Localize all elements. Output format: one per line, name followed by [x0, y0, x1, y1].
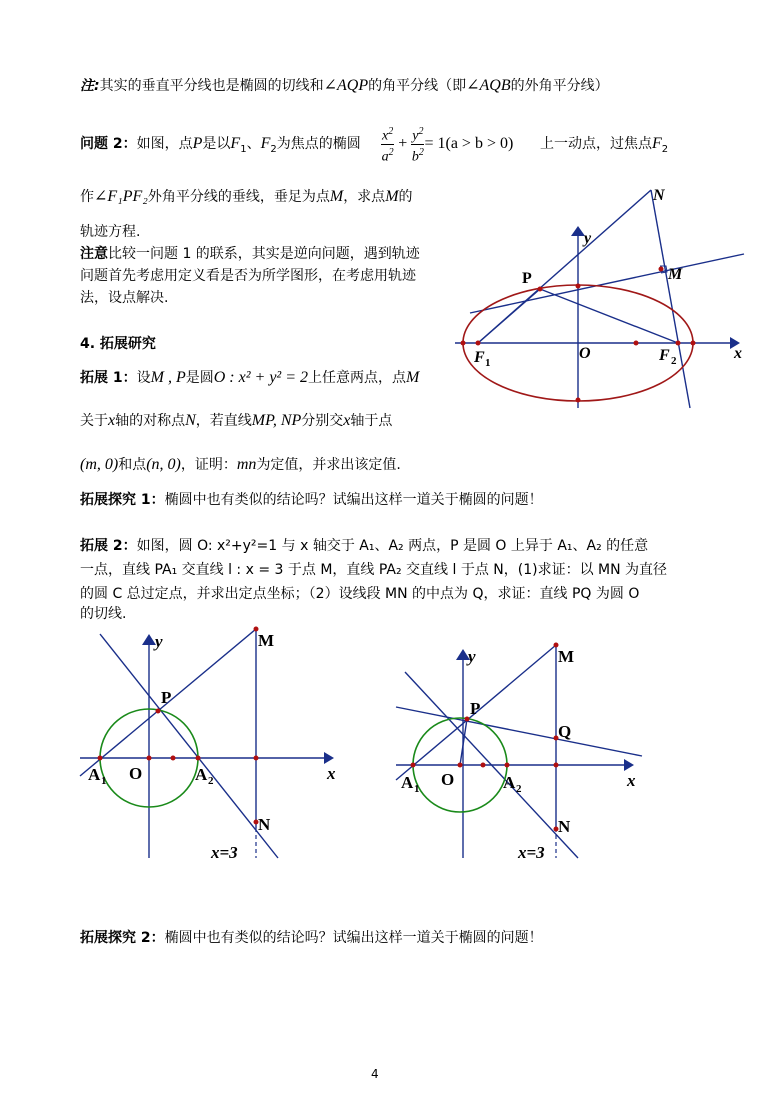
label-m: M [668, 266, 683, 283]
c2-label-a2-sub: 2 [516, 783, 522, 795]
c1-label-a1-sub: 1 [101, 775, 107, 787]
c1-label-line: x=3 [211, 843, 238, 862]
ext1-x2: x [343, 412, 351, 429]
c1-label-a2: A [195, 765, 208, 784]
c1-label-m: M [258, 631, 275, 650]
ext1-l2-b: 轴的对称点 [115, 413, 186, 429]
c1-label-n: N [258, 815, 271, 834]
p2-focus-f2: F [260, 135, 271, 152]
c1-label-p: P [161, 688, 172, 707]
ext1-circle: O : x² + y² = 2 [213, 369, 309, 386]
attention-text-1: 比较一问题 1 的联系，其实是逆向问题，遇到轨迹 [108, 246, 420, 262]
ext1-l2-a: 关于 [80, 413, 108, 429]
ext2-line4: 的切线. [80, 606, 127, 622]
attention-line2: 问题首先考虑用定义看是否为所学图形，在考虑用轨迹 [80, 268, 416, 284]
note-text-c: 的外角平分线） [510, 78, 609, 94]
c2-dot-a2 [505, 763, 510, 768]
frac-x2-a2: $\frac{x^2}{a^2}$ [381, 126, 394, 165]
label-f1-sub: 1 [485, 357, 491, 369]
ext2-text-1: 如图，圆 O: x²+y²=1 与 x 轴交于 A₁、A₂ 两点，P 是圆 O 上异于 A₁、A₂ 的任意 [136, 538, 649, 554]
p2-focus-f2b: F [652, 135, 662, 152]
ext1-m: M [406, 369, 420, 386]
ext1-text-a: 设 [136, 370, 151, 386]
ext1-n: N [185, 412, 196, 429]
c2-label-a1-sub: 1 [414, 783, 420, 795]
ext2-label: 拓展 2： [80, 538, 137, 554]
c2-label-a2: A [503, 773, 516, 792]
c2-dot-l-axis [554, 763, 559, 768]
ext1-lines: MP, NP [251, 412, 302, 429]
note-angle-aqp: ∠AQP [323, 77, 369, 94]
ext1-pt2: (n, 0) [146, 456, 181, 473]
label-x: x [734, 345, 742, 362]
p2-point-m2: M [385, 188, 399, 205]
ext1-l2-d: 分别交 [301, 413, 344, 429]
p2-angle: ∠F₁PF₂ [94, 188, 148, 205]
explore1-label: 拓展探究 1： [80, 492, 165, 508]
c2-label-a1: A [401, 773, 414, 792]
ext1-mp: M , P [150, 369, 186, 386]
label-n: N [653, 187, 665, 204]
c2-label-q: Q [558, 722, 572, 741]
problem2-label: 问题 2： [80, 136, 137, 152]
section4-title: 4. 拓展研究 [80, 336, 156, 352]
label-o: O [579, 345, 591, 362]
attention-label: 注意 [80, 246, 108, 262]
attention-line3: 法，设点解决. [80, 290, 169, 306]
ext1-l2-c: ，若直线 [195, 413, 252, 429]
c2-label-line: x=3 [518, 843, 545, 862]
ext2-line3: 的圆 C 总过定点，并求出定点坐标；（2）设线段 MN 的中点为 Q，求证：直线 PQ 为圆 O [80, 586, 640, 602]
c2-dot-axis [481, 763, 486, 768]
page-number: 4 [371, 1067, 379, 1081]
c2-label-y: y [468, 647, 476, 666]
ext1-text-c: 上任意两点，点 [308, 370, 407, 386]
c2-label-o: O [441, 770, 455, 789]
equation-rhs: = 1(a > b > 0) [424, 135, 514, 153]
explore1-text: 椭圆中也有类似的结论吗？试编出这样一道关于椭圆的问题！ [164, 492, 543, 508]
p2-line2-d: 的 [398, 189, 413, 205]
p2-sep: 、 [246, 136, 261, 152]
ext2-line2: 一点，直线 PA₁ 交直线 l : x = 3 于点 M，直线 PA₂ 交直线 l 于点 N，(1)求证：以 MN 为直径 [80, 562, 668, 578]
c2-label-m: M [558, 647, 575, 666]
ext1-l3-c: 为定值，并求出该定值. [256, 457, 401, 473]
ext1-label: 拓展 1： [80, 370, 137, 386]
c1-label-a2-sub: 2 [208, 775, 214, 787]
problem2-line3: 轨迹方程. [80, 224, 141, 240]
c2-label-n: N [558, 817, 571, 836]
note-text-a: 其实的垂直平分线也是椭圆的切线和 [99, 78, 324, 94]
p2-text-c: 为焦点的椭圆 [276, 136, 361, 152]
c2-label-p: P [470, 699, 481, 718]
label-f2-sub: 2 [671, 355, 677, 367]
c1-label-x: x [327, 764, 336, 783]
p2-text-a: 如图，点 [136, 136, 193, 152]
ext1-text-b: 是圆 [185, 370, 214, 386]
explore2-label: 拓展探究 2： [80, 930, 165, 946]
p2-line2-b: 外角平分线的垂线，垂足为点 [147, 189, 330, 205]
label-f2: F [659, 347, 670, 364]
ext1-x: x [108, 412, 116, 429]
p2-point-p: P [192, 135, 203, 152]
label-y: y [584, 230, 592, 247]
ellipse-equation: $\frac{x^2}{a^2}$ + $\frac{y^2}{b^2}$ = 1(a > b > 0) [381, 126, 514, 165]
c1-label-y: y [155, 632, 163, 651]
c2-dot-p [465, 717, 470, 722]
note-text-b: 的角平分线（即 [368, 78, 467, 94]
ext1-l2-e: 轴于点 [350, 413, 393, 429]
ext1-pt1: (m, 0) [80, 456, 119, 473]
p2-focus-f1: F [230, 135, 241, 152]
ext1-mn: mn [236, 456, 257, 473]
c1-label-a1: A [88, 765, 101, 784]
c2-label-x: x [627, 771, 636, 790]
c2-dot-o [458, 763, 463, 768]
problem2-line1: 问题 2：如图，点P是以$F_1$、$F_2$为焦点的椭圆 [80, 135, 361, 155]
p2-text-d: 上一动点，过焦点 [540, 136, 652, 152]
p2-point-m: M [329, 188, 344, 205]
ext1-l3-b: ，证明： [180, 457, 237, 473]
explore2-text: 椭圆中也有类似的结论吗？试编出这样一道关于椭圆的问题！ [164, 930, 543, 946]
ext1-l3-a: 和点 [118, 457, 147, 473]
problem2-line1-tail: 上一动点，过焦点$F_2$ [540, 135, 669, 155]
label-f1: F [474, 349, 485, 366]
c2-dot-a1 [411, 763, 416, 768]
p2-line2-c: ，求点 [343, 189, 386, 205]
p2-line2-a: 作 [80, 189, 94, 205]
note-label: 注: [80, 78, 100, 94]
c2-x-arrow [624, 759, 634, 771]
c1-label-o: O [129, 764, 143, 783]
p2-text-b: 是以 [202, 136, 231, 152]
note-angle-aqb: ∠AQB [466, 77, 511, 94]
label-p: P [522, 270, 532, 287]
frac-y2-b2: $\frac{y^2}{b^2}$ [411, 126, 424, 165]
